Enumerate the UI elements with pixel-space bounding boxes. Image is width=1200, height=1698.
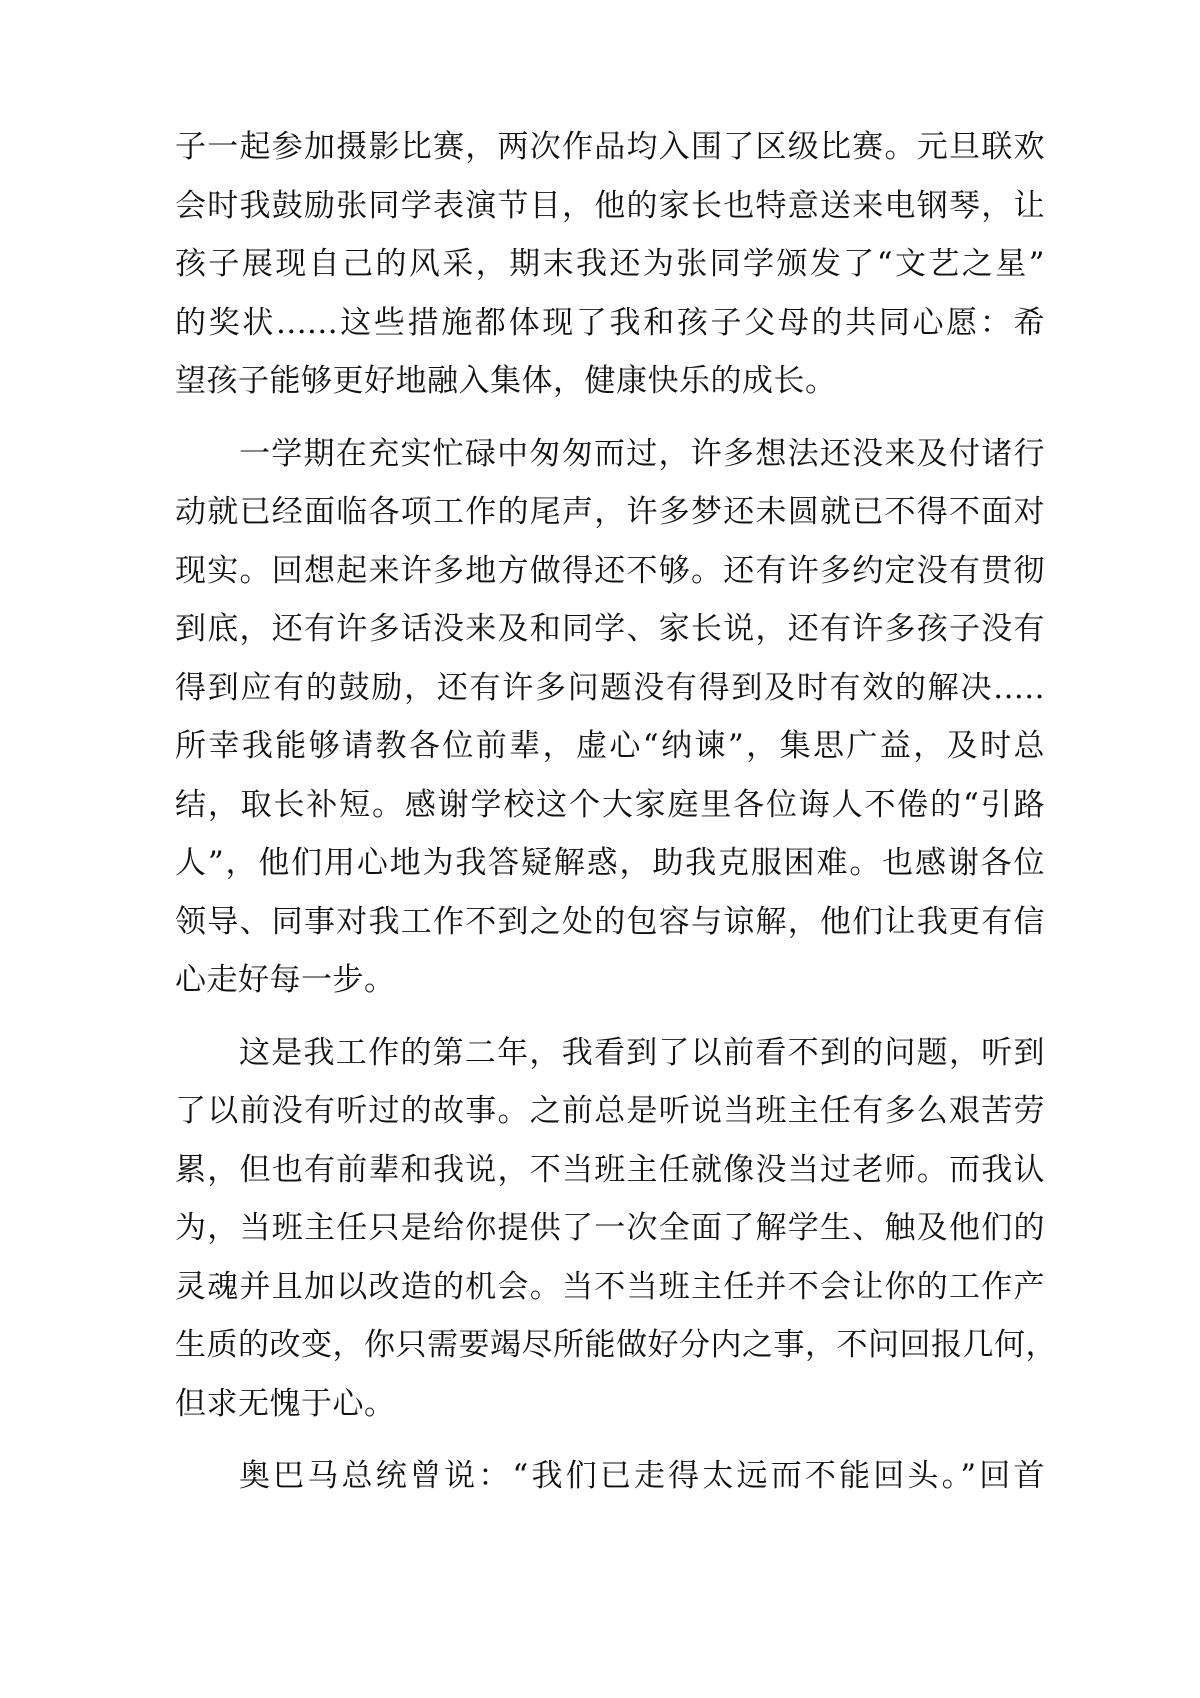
text-line: 动就已经面临各项工作的尾声，许多梦还未圆就已不得不面对 [175,494,1045,530]
paragraph-4 [175,1447,1045,1506]
text-line: 结，取长补短。感谢学校这个大家庭里各位诲人不倦的“引路 [175,786,1045,823]
text-line: 人”，他们用心地为我答疑解惑，助我克服困难。也感谢各位 [175,845,1045,881]
text-line: 奥巴马总统曾说：“我们已走得太远而不能回头。”回首 [239,1458,1045,1494]
text-line: 现实。回想起来许多地方做得还不够。还有许多约定没有贯彻 [175,552,1045,589]
text-line: 生质的改变，你只需要竭尽所能做好分内之事，不问回报几何， [175,1327,1057,1363]
text-line: 得到应有的鼓励，还有许多问题没有得到及时有效的解决..... [175,669,1045,706]
text-line: 但求无愧于心。 [175,1385,396,1422]
text-line: 为，当班主任只是给你提供了一次全面了解学生、触及他们的 [175,1210,1045,1246]
text-line: 灵魂并且加以改造的机会。当不当班主任并不会让你的工作产 [175,1268,1045,1305]
text-line: 一学期在充实忙碌中匆匆而过，许多想法还没来及付诸行 [239,435,1045,472]
text-line: 到底，还有许多话没来及和同学、家长说，还有许多孩子没有 [175,611,1045,647]
text-line: 了以前没有听过的故事。之前总是听说当班主任有多么艰苦劳 [175,1093,1045,1129]
text-line: 累，但也有前辈和我说，不当班主任就像没当过老师。而我认 [175,1151,1045,1188]
text-line: 孩子展现自己的风采，期末我还为张同学颁发了“文艺之星” [175,246,1045,282]
text-line: 会时我鼓励张同学表演节目，他的家长也特意送来电钢琴，让 [175,187,1045,224]
text-line: 的奖状......这些措施都体现了我和孩子父母的共同心愿：希 [175,304,1045,341]
text-line: 领导、同事对我工作不到之处的包容与谅解，他们让我更有信 [175,903,1045,940]
paragraph-1 [175,118,1045,411]
text-line: 心走好每一步。 [175,962,396,998]
text-line: 这是我工作的第二年，我看到了以前看不到的问题，听到 [239,1034,1045,1071]
text-line: 子一起参加摄影比赛，两次作品均入围了区级比赛。元旦联欢 [175,129,1045,165]
text-line: 望孩子能够更好地融入集体，健康快乐的成长。 [175,363,837,399]
paragraph-3 [175,1024,1057,1434]
body-text [175,118,1057,1520]
text-line: 所幸我能够请教各位前辈，虚心“纳谏”，集思广益，及时总 [175,728,1045,764]
paragraph-2 [175,425,1045,1010]
